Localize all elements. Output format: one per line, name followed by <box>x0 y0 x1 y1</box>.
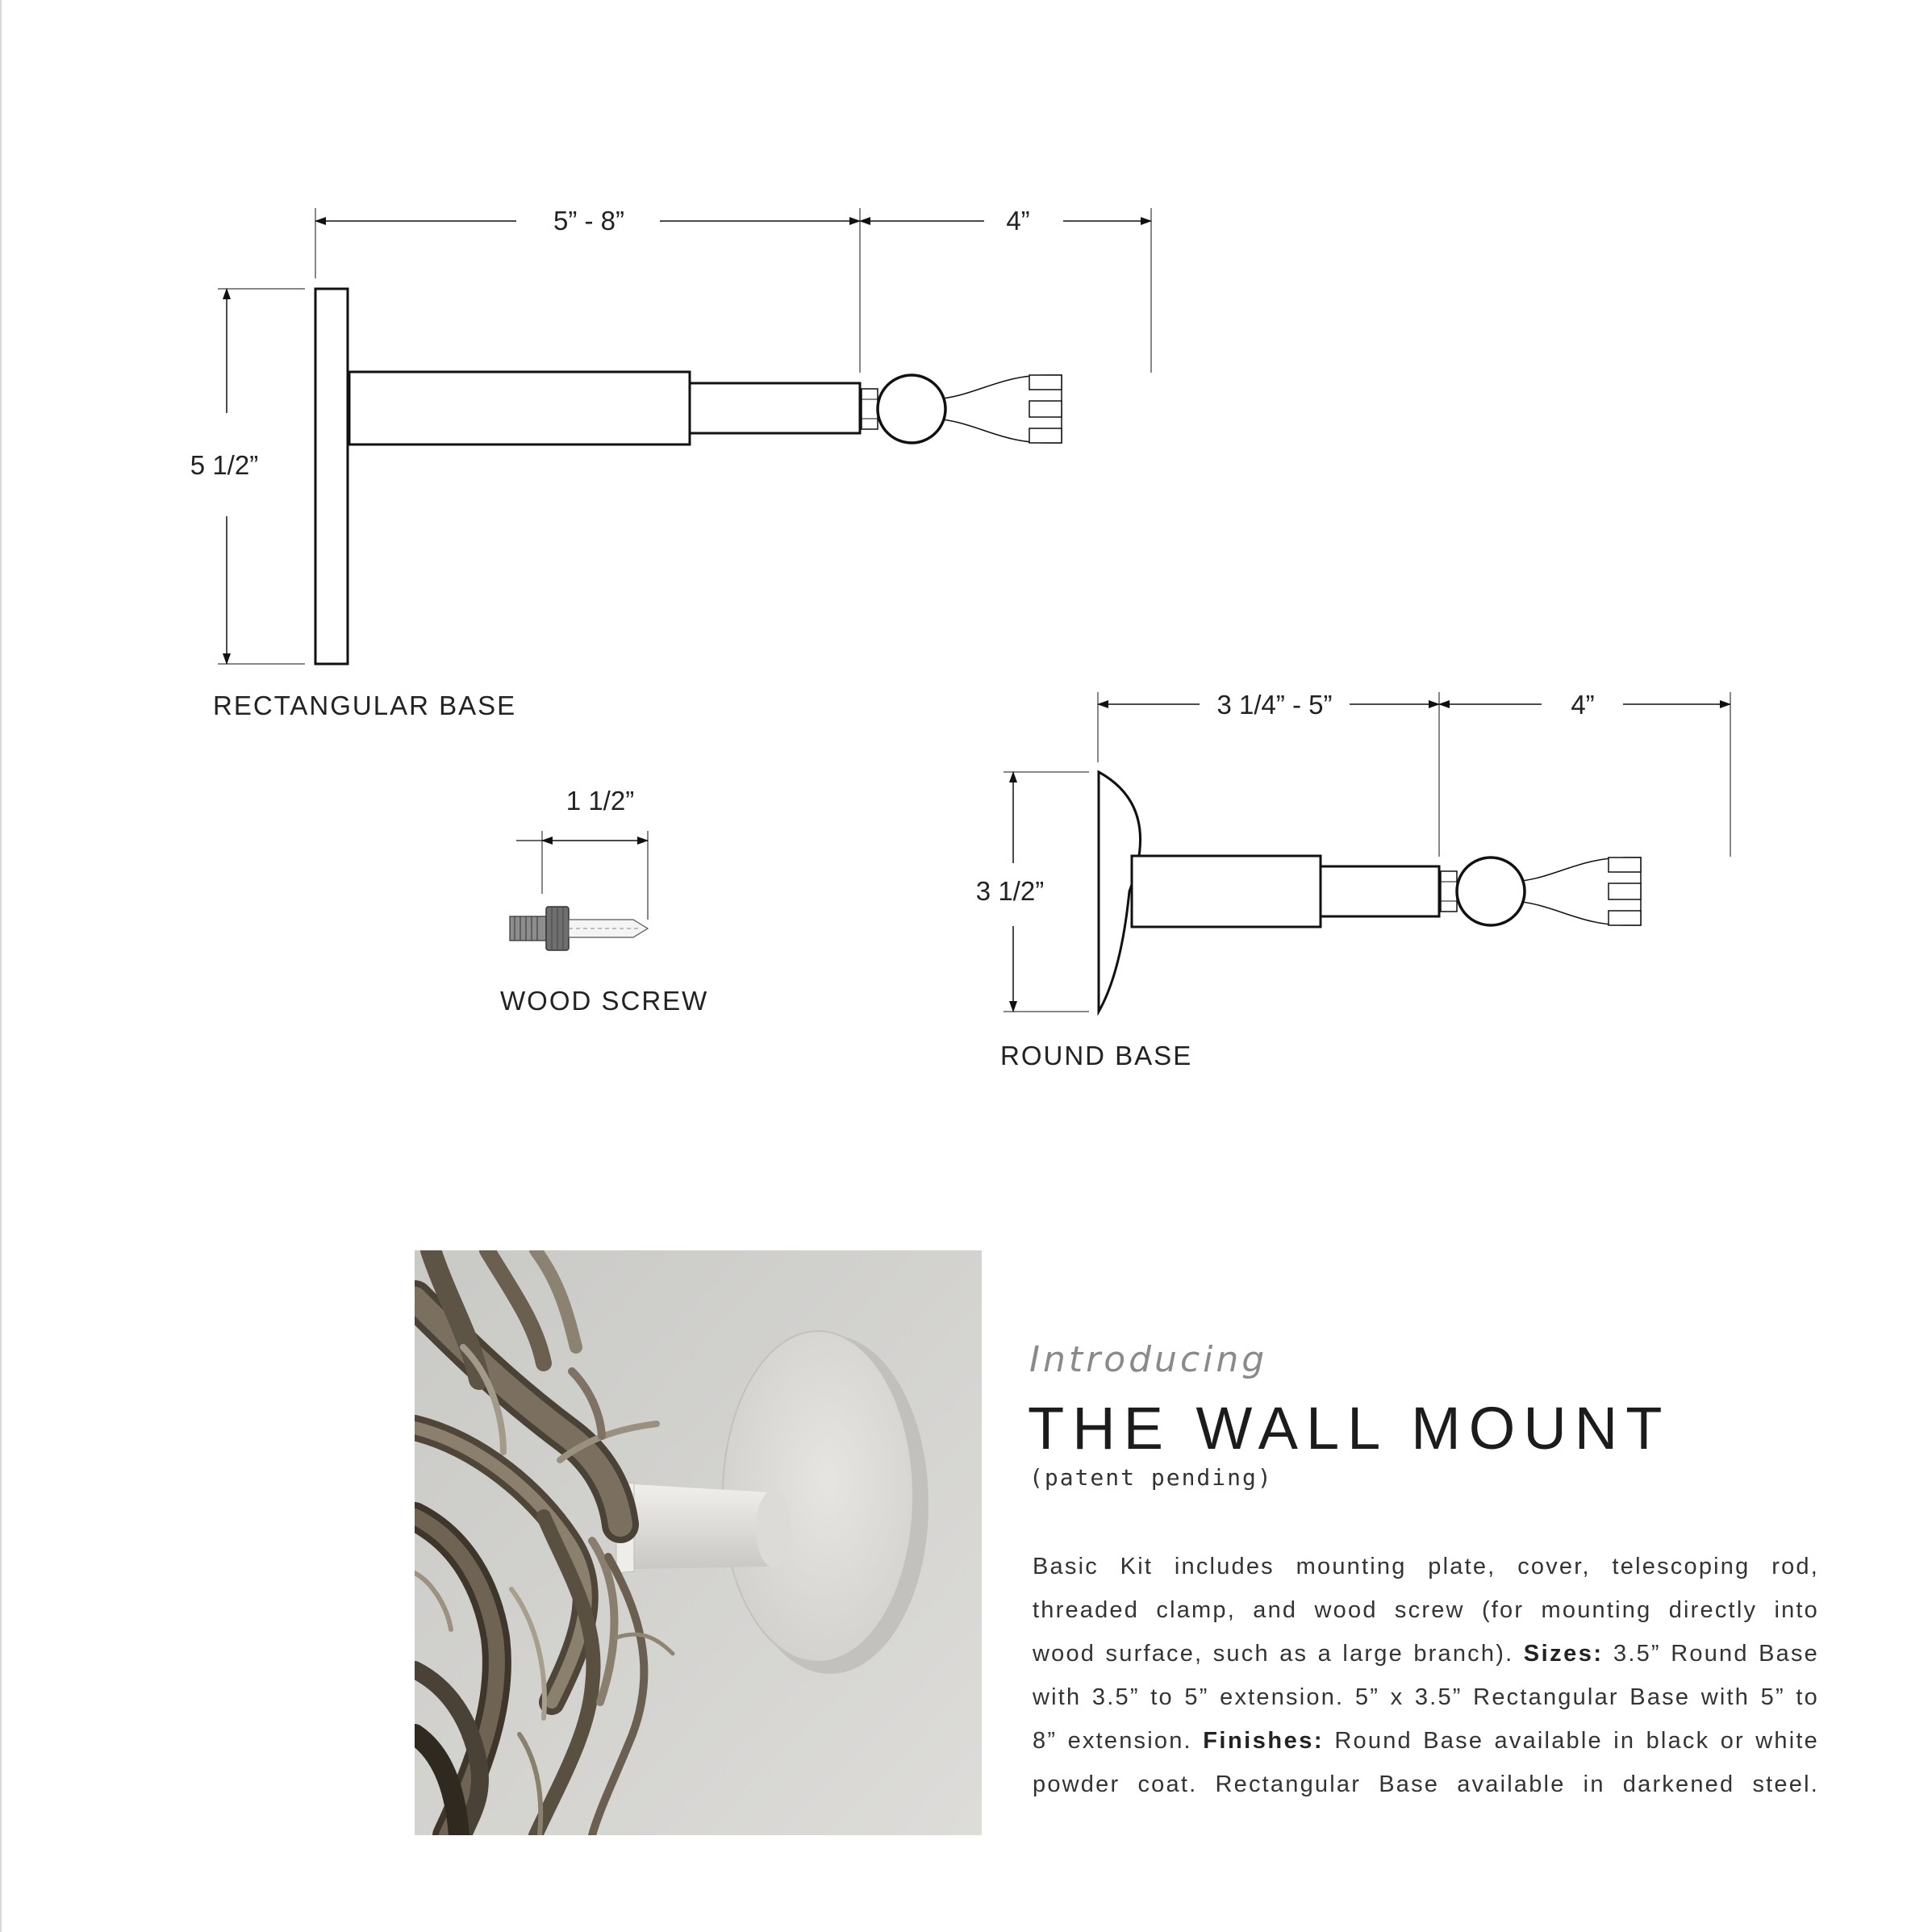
rectangular-base-drawing <box>190 206 1151 720</box>
product-description <box>1033 1545 1819 1806</box>
round-dim-clamp: 4” <box>1571 690 1595 720</box>
description-kit-text: Basic Kit includes mounting plate, cover, telescoping rod, threaded clamp, and wood screw (for mounting directly into wood surface, such as a large branch). <box>1033 1554 1819 1667</box>
screw-icon <box>510 907 648 950</box>
intro-heading: Introducing <box>1029 1339 1268 1380</box>
product-subtitle: (patent pending) <box>1029 1464 1273 1491</box>
finishes-label: Finishes: <box>1203 1728 1324 1754</box>
round-base-drawing <box>976 690 1730 1070</box>
screw-dim-length: 1 1/2” <box>565 786 635 816</box>
round-base-label: ROUND BASE <box>1000 1041 1193 1070</box>
rect-dim-height: 5 1/2” <box>190 450 259 480</box>
round-dim-extension: 3 1/4” - 5” <box>1216 690 1333 720</box>
product-title: THE WALL MOUNT <box>1028 1395 1671 1462</box>
description-finishes-text: Round Base available in black or white powder coat. Rectangular Base available in darkened steel. <box>1033 1728 1819 1797</box>
wood-screw-label: WOOD SCREW <box>500 986 709 1016</box>
wood-screw-drawing <box>500 786 708 1016</box>
rectangular-base-label: RECTANGULAR BASE <box>213 691 517 720</box>
sizes-label: Sizes: <box>1523 1641 1604 1667</box>
round-dim-height: 3 1/2” <box>975 876 1045 906</box>
rect-dim-clamp: 4” <box>1006 206 1030 236</box>
description-sizes-text: 3.5” Round Base with 3.5” to 5” extension. 5” x 3.5” Rectangular Base with 5” to 8” extension. <box>1033 1641 1819 1754</box>
rect-dim-extension: 5” - 8” <box>553 206 625 236</box>
product-photo <box>415 1250 982 1835</box>
